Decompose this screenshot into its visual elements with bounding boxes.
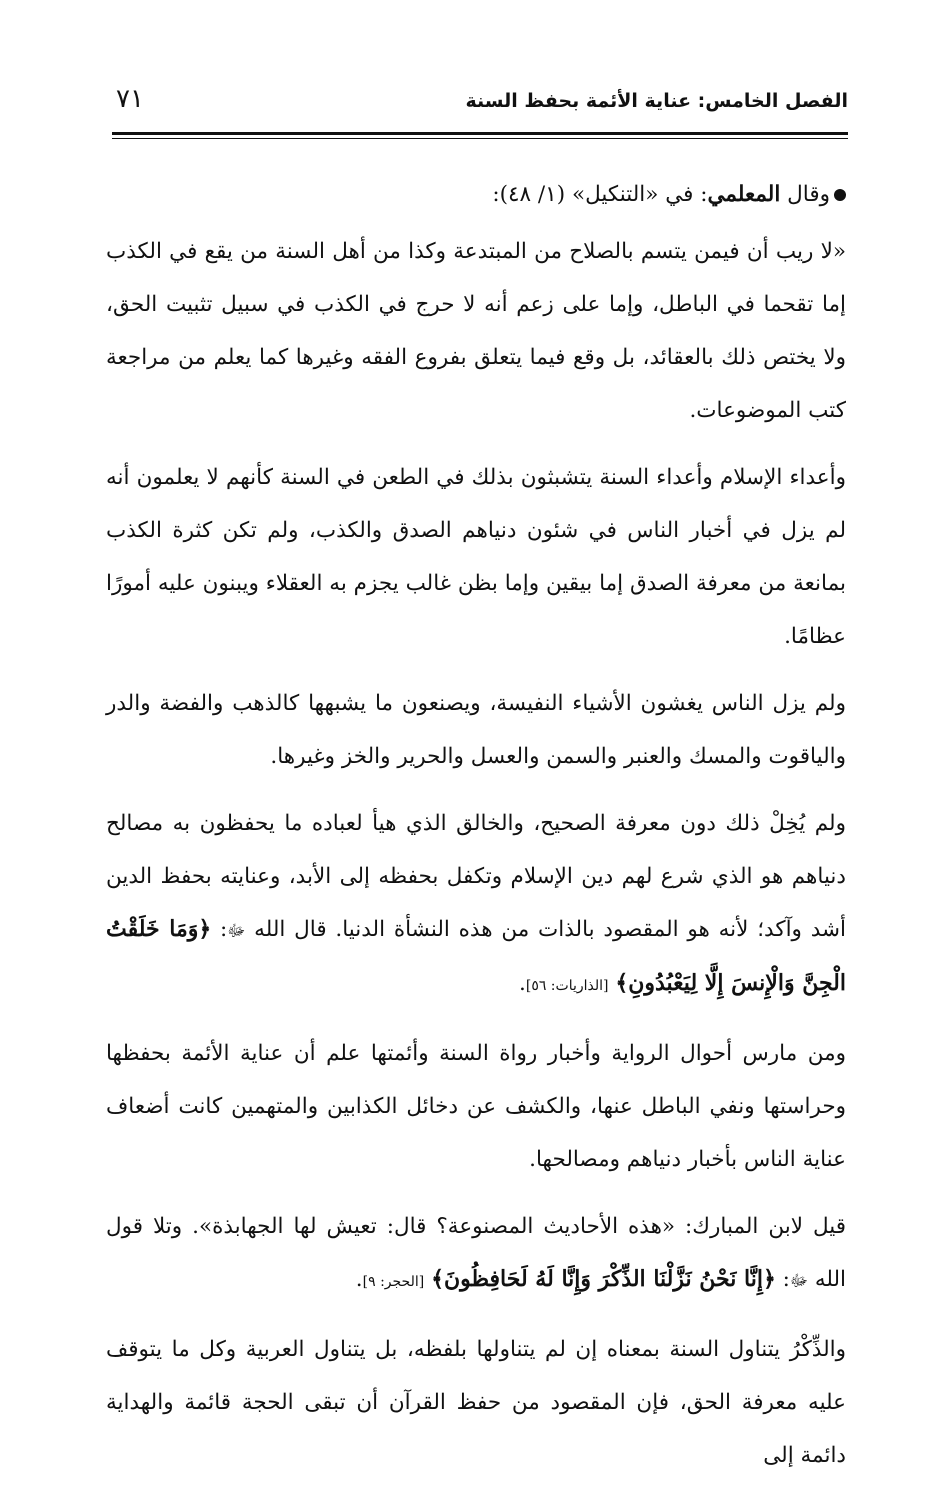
verse-reference: [الذاريات: ٥٦]	[525, 978, 609, 994]
header-rule-thick	[112, 132, 848, 135]
paragraph-4-text: ولم يُخِلْ ذلك دون معرفة الصحيح، والخالق الذي هيأ لعباده ما يحفظون به مصالح دنياهم هو الذي شرع لهم دين الإسلام وتكفل بحفظه إلى الأبد، وعنايته بحفظ الدين أشد وآكد؛ لأنه هو المقصود بالذات من هذه النشأة الدنيا. قال الله	[106, 811, 846, 942]
paragraph-6-end: .	[355, 1267, 363, 1292]
verse-reference: [الحجر: ٩]	[362, 1274, 425, 1290]
paragraph-6-text: قيل لابن المبارك: «هذه الأحاديث المصنوعة؟ قال: تعيش لها الجهابذة». وتلا قول الله	[106, 1214, 846, 1292]
intro-line	[106, 168, 846, 221]
intro-prefix: وقال	[787, 182, 830, 207]
paragraph-5: ومن مارس أحوال الرواية وأخبار رواة السنة وأئمتها علم أن عناية الأئمة بحفظها وحراستها ونفي الباطل عنها، والكشف عن دخائل الكذابين والمتهمين كانت أضعاف عناية الناس بأخبار دنياهم ومصالحها.	[106, 1041, 846, 1172]
honorific: ﷻ	[789, 1271, 808, 1290]
paragraph-4	[106, 797, 846, 1013]
page-body	[106, 168, 846, 1496]
paragraph-4-colon: :	[211, 917, 228, 942]
page-number: ٧١	[116, 84, 144, 114]
paragraph-3: ولم يزل الناس يغشون الأشياء النفيسة، ويصنعون ما يشبهها كالذهب والفضة والدر والياقوت والمسك والعنبر والسمن والعسل والحرير والخز وغيرها.	[106, 691, 846, 769]
chapter-title: الفصل الخامس: عناية الأئمة بحفظ السنة	[465, 90, 848, 112]
quran-verse: ﴿إِنَّا نَحْنُ نَزَّلْنَا الذِّكْرَ وَإِنَّا لَهُ لَحَافِظُونَ﴾	[431, 1266, 776, 1292]
paragraph-4-end: .	[519, 971, 526, 996]
honorific: ﷻ	[227, 921, 246, 940]
paragraph-2: وأعداء الإسلام وأعداء السنة يتشبثون بذلك في الطعن في السنة كأنهم لا يعلمون أنه لم يزل في أخبار الناس في شئون دنياهم الصدق والكذب، ولم تكن كثرة الكذب بمانعة من معرفة الصدق إما بيقين وإما بظن غالب يجزم به العقلاء ويبنون عليه أمورًا عظامًا.	[106, 465, 846, 649]
paragraph-1: «لا ريب أن فيمن يتسم بالصلاح من المبتدعة وكذا من أهل السنة من يقع في الكذب إما تقحما في الباطل، وإما على زعم أنه لا حرج في الكذب في سبيل تثبيت الحق، ولا يختص ذلك بالعقائد، بل وقع فيما يتعلق بفروع الفقه وغيرها كما يعلم من مراجعة كتب الموضوعات.	[106, 239, 846, 423]
header-rule-thin	[112, 138, 848, 139]
quran-verse: ﴿وَمَا خَلَقْتُ الْجِنَّ وَالْإِنسَ إِلَّا لِيَعْبُدُونِ﴾	[106, 916, 846, 996]
paragraph-6-colon: :	[775, 1267, 790, 1292]
paragraph-7: والذِّكْرُ يتناول السنة بمعناه إن لم يتناولها بلفظه، بل يتناول العربية وكل ما يتوقف عليه معرفة الحق، فإن المقصود من حفظ القرآن أن تبقى الحجة قائمة والهداية دائمة إلى	[106, 1337, 846, 1468]
intro-rest: : في «التنكيل» (١/ ٤٨):	[492, 182, 708, 207]
paragraph-6	[106, 1200, 846, 1309]
bullet-icon	[834, 189, 846, 201]
author-name: المعلمي	[707, 182, 781, 207]
running-header	[112, 82, 848, 122]
